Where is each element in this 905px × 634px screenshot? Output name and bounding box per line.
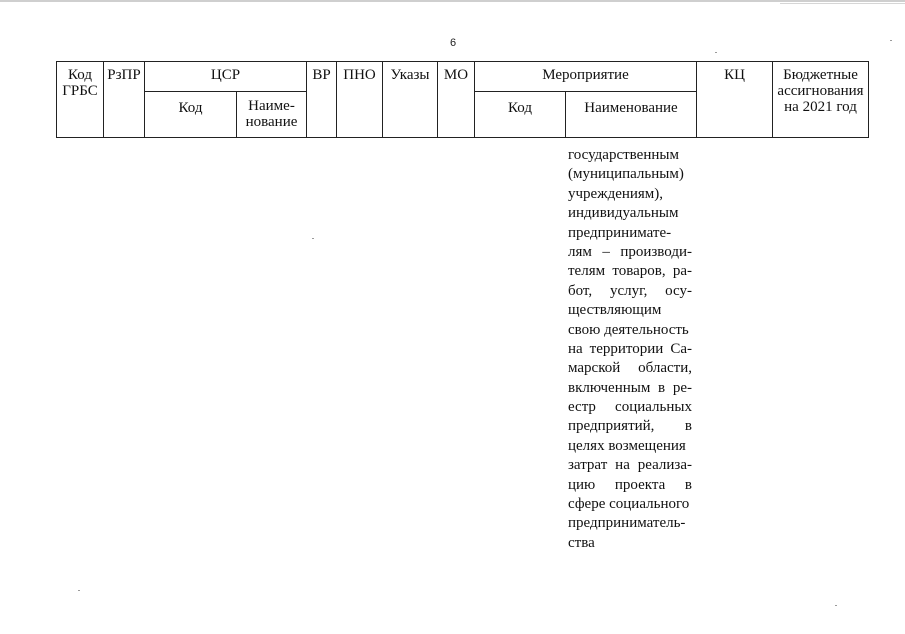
col-budget-line2: ассигнования: [777, 83, 864, 99]
col-mer-kod-label: Код: [508, 100, 532, 116]
description-line: естр социальных: [568, 399, 692, 416]
header-table: [56, 61, 869, 138]
description-line: телям товаров, ра-: [568, 263, 692, 280]
description-line: затрат на реализа-: [568, 457, 692, 474]
col-csr-kod-label: Код: [178, 100, 203, 116]
col-mer-kod: [475, 92, 566, 138]
col-rzpr-label: РзПР: [107, 67, 141, 83]
col-vr: [307, 62, 337, 138]
scan-speck: [890, 40, 892, 41]
description-line: (муниципальным): [568, 166, 684, 183]
description-line: бот, услуг, осу-: [568, 282, 692, 299]
col-rzpr: [104, 62, 145, 138]
scan-speck: [78, 590, 80, 591]
col-kod-grbs-line1: Код: [68, 67, 92, 83]
description-line: ществляющим: [568, 302, 662, 319]
col-csr: [145, 62, 307, 92]
col-ukazy: [383, 62, 438, 138]
description-line: предприятий, в: [568, 418, 692, 435]
description-line: предпринимате-: [568, 224, 672, 241]
description-line: ства: [568, 534, 595, 551]
description-line: сфере социального: [568, 496, 690, 513]
description-line: учреждениям),: [568, 185, 664, 202]
col-ukazy-label: Указы: [390, 67, 430, 83]
col-budget: [773, 62, 869, 138]
col-meropriyatie-label: Мероприятие: [542, 67, 629, 83]
col-pno: [337, 62, 383, 138]
description-line: индивидуальным: [568, 205, 679, 222]
scan-speck: [715, 52, 717, 53]
col-budget-line1: Бюджетные: [783, 67, 858, 83]
description-line: цию проекта в: [568, 476, 692, 493]
col-budget-line3: на 2021 год: [784, 99, 857, 115]
page-top-edge-fragment: [780, 3, 905, 4]
col-mo-label: МО: [443, 67, 469, 83]
scan-speck: [835, 605, 837, 606]
col-pno-label: ПНО: [343, 67, 376, 83]
description-line: свою деятельность: [568, 321, 689, 338]
description-line: марской области,: [568, 360, 692, 377]
col-vr-label: ВР: [312, 67, 331, 83]
page-top-edge: [0, 0, 905, 2]
description-line: целях возмещения: [568, 437, 686, 454]
col-mer-name-label: Наименование: [584, 100, 678, 116]
col-kc-label: КЦ: [724, 67, 745, 83]
col-csr-name: [237, 92, 307, 138]
description-line: предприниматель-: [568, 515, 686, 532]
col-csr-name-line1: Наиме-: [248, 98, 295, 114]
page-number: 6: [449, 37, 457, 49]
col-meropriyatie: [475, 62, 697, 92]
col-mer-name: [566, 92, 697, 138]
col-kod-grbs-line2: ГРБС: [62, 83, 98, 99]
col-kc: [697, 62, 773, 138]
col-csr-name-line2: нование: [245, 114, 298, 130]
col-csr-kod: [145, 92, 237, 138]
col-mo: [438, 62, 475, 138]
description-line: включенным в ре-: [568, 379, 692, 396]
col-kod-grbs: [57, 62, 104, 138]
description-line: на территории Са-: [568, 340, 692, 357]
col-csr-label: ЦСР: [210, 67, 241, 83]
description-line: государственным: [568, 147, 679, 163]
description-line: лям – производи-: [568, 243, 692, 260]
event-description: [568, 146, 692, 553]
scan-speck: [312, 238, 314, 239]
